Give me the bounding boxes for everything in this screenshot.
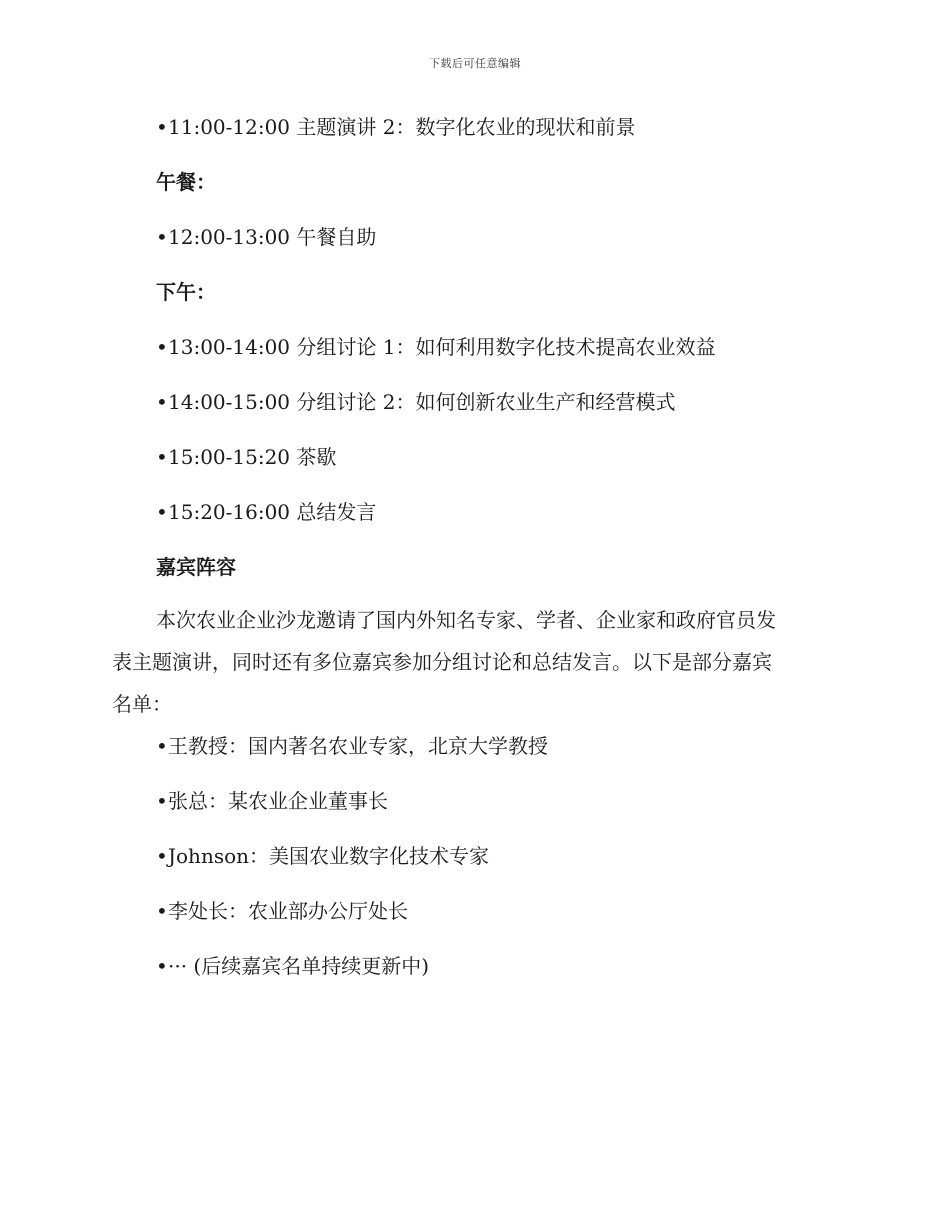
bullet: • bbox=[156, 734, 168, 758]
guest-item-text: Johnson：美国农业数字化技术专家 bbox=[168, 844, 490, 868]
bullet: • bbox=[156, 225, 168, 249]
bullet: • bbox=[156, 445, 168, 469]
schedule-item-text: 13:00-14:00 分组讨论 1：如何利用数字化技术提高农业效益 bbox=[168, 335, 716, 359]
bullet: • bbox=[156, 500, 168, 524]
schedule-item-text: 14:00-15:00 分组讨论 2：如何创新农业生产和经营模式 bbox=[168, 390, 676, 414]
page-header-note: 下载后可任意编辑 bbox=[429, 57, 521, 70]
bullet: • bbox=[156, 335, 168, 359]
bullet: • bbox=[156, 899, 168, 923]
paragraph-line: 表主题演讲，同时还有多位嘉宾参加分组讨论和总结发言。以下是部分嘉宾 bbox=[112, 650, 772, 674]
schedule-item bbox=[112, 494, 832, 549]
paragraph-line: 名单： bbox=[112, 692, 172, 716]
guest-item bbox=[112, 948, 832, 1003]
guest-item-text: 张总：某农业企业董事长 bbox=[168, 789, 388, 813]
guest-item bbox=[112, 728, 832, 783]
guest-item-text: 王教授：国内著名农业专家，北京大学教授 bbox=[168, 734, 548, 758]
schedule-item bbox=[112, 384, 832, 439]
bullet: • bbox=[156, 390, 168, 414]
bullet: • bbox=[156, 954, 168, 978]
schedule-item-text: 15:20-16:00 总结发言 bbox=[168, 500, 377, 524]
schedule-item-text: 12:00-13:00 午餐自助 bbox=[168, 225, 377, 249]
schedule-item-text: 11:00-12:00 主题演讲 2：数字化农业的现状和前景 bbox=[168, 115, 636, 139]
schedule-item bbox=[112, 109, 832, 164]
guest-item-text: 李处长：农业部办公厅处长 bbox=[168, 899, 408, 923]
paragraph-line: 本次农业企业沙龙邀请了国内外知名专家、学者、企业家和政府官员发 bbox=[156, 608, 776, 632]
schedule-item-text: 15:00-15:20 茶歇 bbox=[168, 445, 337, 469]
bullet: • bbox=[156, 789, 168, 813]
bullet: • bbox=[156, 115, 168, 139]
guest-item bbox=[112, 838, 832, 893]
bullet: • bbox=[156, 844, 168, 868]
lunch-heading: 午餐： bbox=[156, 170, 216, 194]
guest-item bbox=[112, 783, 832, 838]
guests-heading: 嘉宾阵容 bbox=[156, 555, 236, 579]
guest-item bbox=[112, 893, 832, 948]
schedule-item bbox=[112, 329, 832, 384]
guest-item-text: ··· (后续嘉宾名单持续更新中) bbox=[168, 954, 430, 978]
afternoon-heading: 下午： bbox=[156, 280, 216, 304]
document-body bbox=[112, 109, 832, 1003]
schedule-item bbox=[112, 219, 832, 274]
schedule-item bbox=[112, 439, 832, 494]
guests-intro-paragraph bbox=[112, 599, 832, 725]
